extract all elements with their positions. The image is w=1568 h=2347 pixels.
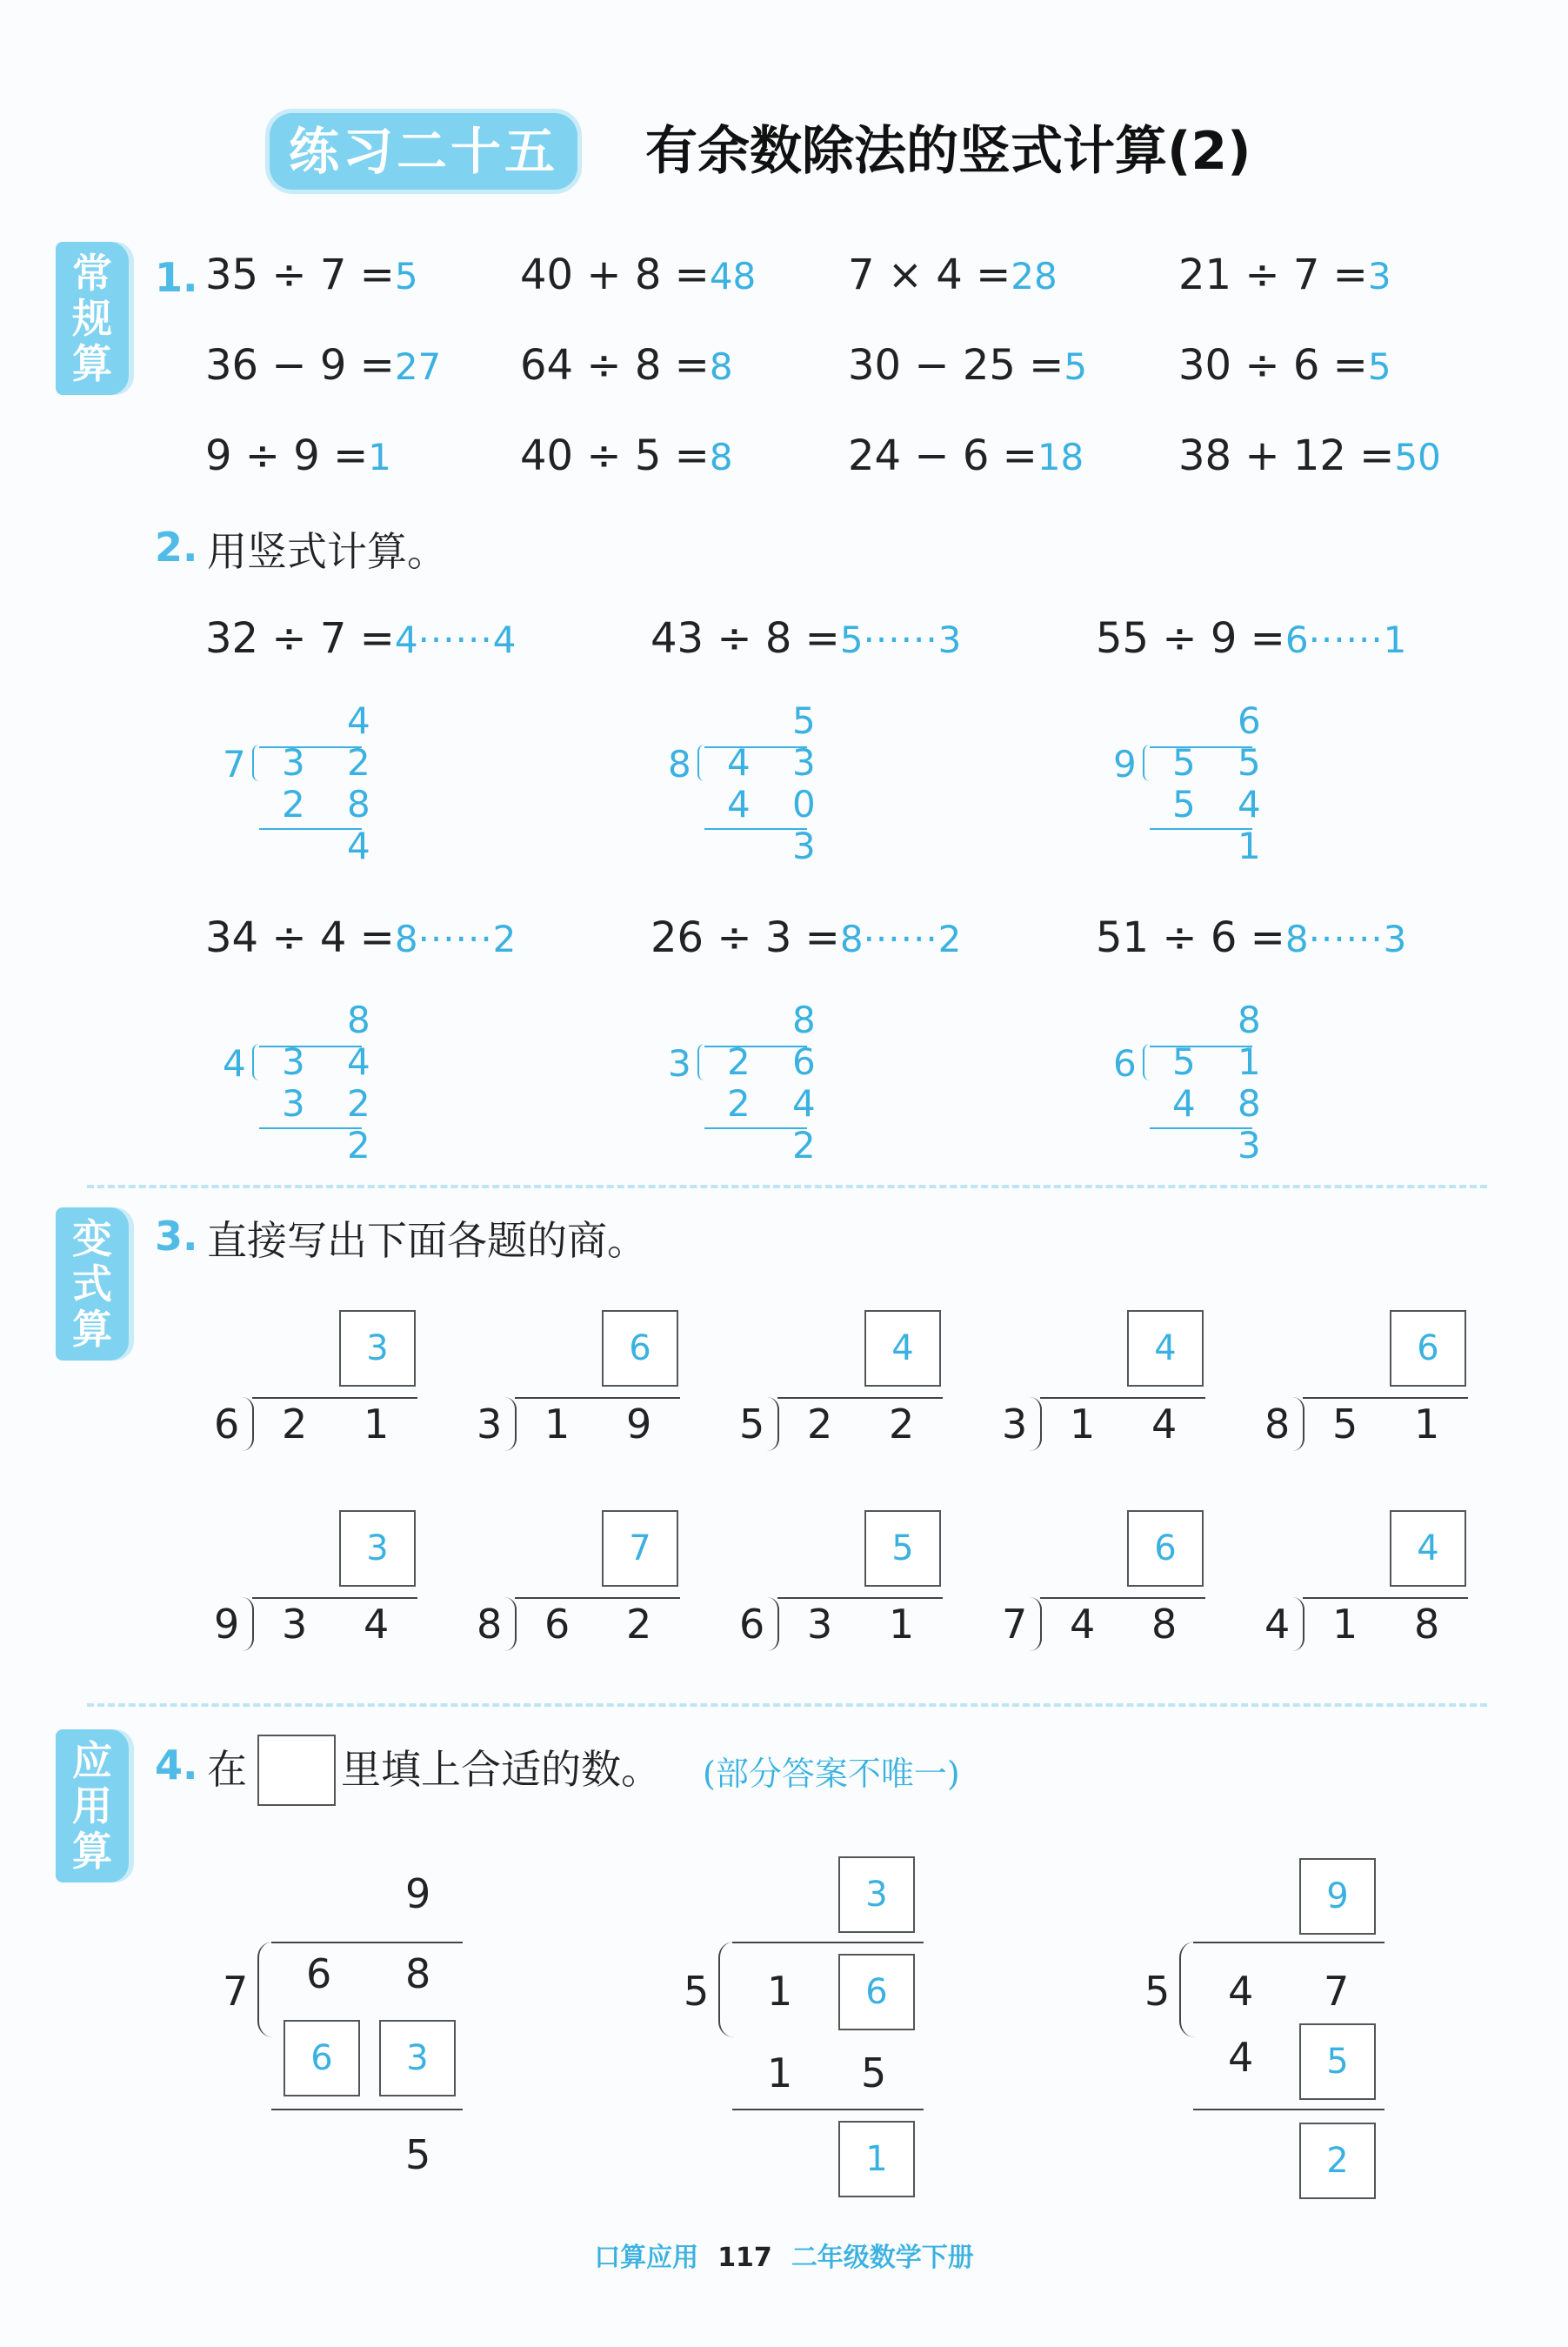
fill-box: 5: [1299, 2023, 1376, 2100]
equation-text: 9 ÷ 9 =: [205, 431, 369, 480]
divisor-digit: 3: [477, 1401, 503, 1448]
fill-box: 6: [838, 1954, 915, 2030]
quotient-box: 6: [1390, 1310, 1466, 1387]
remainder-digit: 2: [347, 1124, 370, 1167]
dividend-digit: 8: [405, 1950, 431, 1997]
question-number-1: 1.: [155, 254, 198, 301]
remainder-digit: 3: [1238, 1124, 1261, 1167]
divisor-digit: 3: [1002, 1401, 1028, 1448]
subtraction-line: [1193, 2109, 1385, 2110]
division-bracket-icon: [1030, 1597, 1042, 1651]
divisor-digit: 6: [214, 1401, 240, 1448]
divisor-digit: 8: [477, 1601, 503, 1648]
equation-text: 26 ÷ 3 =: [651, 913, 840, 962]
quotient-box: 9: [1299, 1858, 1376, 1935]
dividend-digit: 6: [306, 1950, 332, 1997]
equation-text: 32 ÷ 7 =: [205, 614, 395, 663]
question-4-text-b: 里填上合适的数。: [341, 1746, 661, 1793]
equation-text: 43 ÷ 8 =: [651, 614, 840, 663]
equation-item: [520, 341, 733, 390]
divisor-digit: 7: [223, 1968, 249, 2015]
division-bar: [777, 1397, 943, 1399]
dividend-digit: 3: [282, 1601, 308, 1648]
product-digit: 2: [282, 783, 305, 826]
product-digit: 2: [347, 1082, 370, 1125]
equation-item: [1178, 431, 1441, 480]
remainder-answer: 3: [937, 619, 962, 661]
dividend-digit: 8: [1414, 1601, 1440, 1648]
vertical-divisor: 7: [223, 743, 246, 786]
division-bar: [515, 1397, 680, 1399]
division-bracket-icon: [252, 1044, 263, 1080]
product-digit: 4: [727, 783, 751, 826]
division-bar: [1303, 1397, 1468, 1399]
division-bracket-icon: [504, 1397, 517, 1451]
vertical-quotient: 5: [792, 699, 816, 742]
section-divider: [87, 1185, 1487, 1188]
dividend-digit: 6: [792, 1040, 816, 1083]
dividend-digit: 2: [807, 1401, 833, 1448]
vertical-quotient: 4: [347, 699, 370, 742]
answer-text: 48: [709, 255, 757, 298]
equation-text: 36 − 9 =: [205, 341, 395, 390]
quotient-box: 6: [1127, 1510, 1204, 1587]
division-bar: [1303, 1597, 1468, 1599]
answer-text: 27: [394, 345, 442, 388]
equation-text: 30 − 25 =: [848, 341, 1064, 390]
quotient-box: 4: [1390, 1510, 1466, 1587]
divisor-digit: 5: [684, 1968, 710, 2015]
dividend-digit: 3: [282, 741, 305, 784]
division-bar: [515, 1597, 680, 1599]
quotient-answer: 8: [1284, 918, 1309, 960]
division-bracket-icon: [1143, 1044, 1153, 1080]
division-bracket-icon: [252, 745, 263, 781]
equation-text: 34 ÷ 4 =: [205, 913, 395, 962]
question-3-text: 直接写出下面各题的商。: [207, 1217, 647, 1264]
divisor-digit: 5: [1144, 1968, 1171, 2015]
dividend-digit: 2: [626, 1601, 652, 1648]
remainder-dots: ······: [863, 918, 938, 960]
product-digit: 4: [1228, 2034, 1254, 2081]
product-digit: 4: [792, 1082, 816, 1125]
quotient-answer: 4: [394, 619, 418, 661]
dividend-digit: 2: [889, 1401, 915, 1448]
product-digit: 8: [1238, 1082, 1261, 1125]
answer-text: 3: [1367, 255, 1391, 298]
division-bracket-icon: [1179, 1942, 1195, 2037]
answer-text: 5: [394, 255, 418, 298]
subtraction-line: [732, 2109, 924, 2110]
section-tag-variant: 变式算: [56, 1207, 129, 1361]
divisor-digit: 9: [214, 1601, 240, 1648]
equation-item: [205, 341, 441, 390]
vertical-quotient: 8: [792, 999, 816, 1041]
division-bracket-icon: [257, 1942, 273, 2037]
blank-box-icon: [257, 1735, 336, 1806]
remainder-answer: 2: [937, 918, 962, 960]
division-bracket-icon: [242, 1597, 254, 1651]
product-digit: 5: [861, 2049, 887, 2096]
dividend-digit: 1: [364, 1401, 390, 1448]
dividend-digit: 1: [1238, 1040, 1261, 1083]
remainder-digit: 5: [405, 2131, 431, 2178]
quotient-box: 3: [339, 1510, 416, 1587]
answer-text: 18: [1037, 436, 1084, 478]
question-number-2: 2.: [155, 524, 198, 571]
dividend-digit: 1: [1070, 1401, 1096, 1448]
equation-item: [205, 251, 418, 299]
dividend-digit: 4: [364, 1601, 390, 1648]
vertical-quotient: 8: [347, 999, 370, 1041]
remainder-answer: 1: [1383, 619, 1407, 661]
equation-item: [848, 341, 1087, 390]
quotient-box: 4: [864, 1310, 941, 1387]
equation-text: 21 ÷ 7 =: [1178, 251, 1368, 299]
equation-text: 30 ÷ 6 =: [1178, 341, 1368, 390]
remainder-digit: 3: [792, 825, 816, 867]
equation-item: [848, 431, 1084, 480]
divisor-digit: 8: [1264, 1401, 1291, 1448]
fill-box: 6: [284, 2020, 360, 2096]
vertical-divisor: 4: [223, 1042, 246, 1085]
equation-text: 24 − 6 =: [848, 431, 1038, 480]
equation-item: [1096, 913, 1406, 962]
vertical-quotient: 6: [1238, 699, 1261, 742]
product-digit: 8: [347, 783, 370, 826]
product-digit: 0: [792, 783, 816, 826]
equation-text: 38 + 12 =: [1178, 431, 1395, 480]
dividend-digit: 2: [727, 1040, 751, 1083]
division-bracket-icon: [1292, 1397, 1304, 1451]
dividend-digit: 2: [347, 741, 370, 784]
equation-text: 35 ÷ 7 =: [205, 251, 395, 299]
answer-text: 5: [1367, 345, 1391, 388]
equation-text: 51 ÷ 6 =: [1096, 913, 1285, 962]
section-tag-applied: 应用算: [56, 1729, 129, 1882]
dividend-digit: 4: [1070, 1601, 1096, 1648]
remainder-dots: ······: [417, 918, 493, 960]
dividend-digit: 1: [1332, 1601, 1358, 1648]
divisor-digit: 6: [739, 1601, 765, 1648]
equation-item: [520, 431, 733, 480]
page-number: 117: [717, 2243, 772, 2273]
divisor-digit: 5: [739, 1401, 765, 1448]
division-bracket-icon: [697, 1044, 708, 1080]
remainder-box: 2: [1299, 2123, 1376, 2199]
equation-item: [520, 251, 756, 299]
division-bracket-icon: [697, 745, 708, 781]
product-digit: 5: [1172, 783, 1196, 826]
product-digit: 1: [767, 2049, 793, 2096]
division-bracket-icon: [718, 1942, 734, 2037]
division-bracket-icon: [504, 1597, 517, 1651]
dividend-digit: 5: [1238, 741, 1261, 784]
footer-grade: 二年级数学下册: [791, 2243, 974, 2273]
equation-item: [848, 251, 1058, 299]
dividend-digit: 5: [1332, 1401, 1358, 1448]
equation-item: [1178, 251, 1391, 299]
quotient-box: 3: [838, 1856, 915, 1933]
division-bar: [252, 1397, 417, 1399]
remainder-digit: 4: [347, 825, 370, 867]
division-bracket-icon: [1292, 1597, 1304, 1651]
dividend-digit: 6: [544, 1601, 570, 1648]
remainder-answer: 4: [492, 619, 517, 661]
dividend-digit: 3: [282, 1040, 305, 1083]
equation-item: [1096, 614, 1406, 663]
division-bar: [732, 1942, 924, 1943]
divisor-digit: 4: [1264, 1601, 1291, 1648]
equation-text: 55 ÷ 9 =: [1096, 614, 1285, 663]
answer-text: 8: [709, 345, 733, 388]
division-bracket-icon: [767, 1397, 779, 1451]
answer-text: 8: [709, 436, 733, 478]
division-bar: [1193, 1942, 1385, 1943]
division-bracket-icon: [767, 1597, 779, 1651]
equation-text: 7 × 4 =: [848, 251, 1011, 299]
vertical-divisor: 8: [668, 743, 691, 786]
dividend-digit: 5: [1172, 1040, 1196, 1083]
division-bar: [1040, 1597, 1205, 1599]
division-bracket-icon: [242, 1397, 254, 1451]
equation-text: 40 ÷ 5 =: [520, 431, 710, 480]
dividend-digit: 9: [626, 1401, 652, 1448]
quotient-box: 7: [602, 1510, 678, 1587]
answer-text: 5: [1064, 345, 1088, 388]
quotient-box: 3: [339, 1310, 416, 1387]
remainder-dots: ······: [1308, 918, 1384, 960]
dividend-digit: 4: [1228, 1968, 1254, 2015]
division-bracket-icon: [1030, 1397, 1042, 1451]
quotient-answer: 8: [394, 918, 418, 960]
dividend-digit: 8: [1151, 1601, 1178, 1648]
division-bar: [252, 1597, 417, 1599]
division-bar: [777, 1597, 943, 1599]
section-tag-regular: 常规算: [56, 242, 129, 395]
remainder-dots: ······: [417, 619, 493, 661]
remainder-answer: 3: [1383, 918, 1407, 960]
dividend-digit: 7: [1324, 1968, 1350, 2015]
section-divider: [87, 1703, 1487, 1707]
division-bracket-icon: [1143, 745, 1153, 781]
vertical-divisor: 9: [1113, 743, 1137, 786]
dividend-digit: 3: [792, 741, 816, 784]
remainder-digit: 1: [1238, 825, 1261, 867]
dividend-digit: 2: [282, 1401, 308, 1448]
question-2-text: 用竖式计算。: [207, 528, 447, 575]
footer-book-name: 口算应用: [594, 2243, 699, 2273]
page-footer: [0, 2236, 1568, 2274]
equation-item: [205, 913, 516, 962]
quotient-box: 4: [1127, 1310, 1204, 1387]
dividend-digit: 4: [727, 741, 751, 784]
fill-box: 3: [379, 2020, 456, 2096]
quotient-box: 5: [864, 1510, 941, 1587]
remainder-dots: ······: [863, 619, 938, 661]
question-4-text-a: 在: [207, 1746, 247, 1793]
divisor-digit: 7: [1002, 1601, 1028, 1648]
dividend-digit: 1: [889, 1601, 915, 1648]
dividend-digit: 1: [1414, 1401, 1440, 1448]
page-title: 有余数除法的竖式计算(2): [645, 121, 1251, 182]
remainder-answer: 2: [492, 918, 517, 960]
division-bar: [271, 1942, 463, 1943]
product-digit: 3: [282, 1082, 305, 1125]
division-bar: [1040, 1397, 1205, 1399]
vertical-quotient: 8: [1238, 999, 1261, 1041]
equation-item: [205, 431, 391, 480]
quotient-answer: 8: [839, 918, 864, 960]
product-digit: 4: [1172, 1082, 1196, 1125]
remainder-digit: 2: [792, 1124, 816, 1167]
product-digit: 2: [727, 1082, 751, 1125]
dividend-digit: 1: [544, 1401, 570, 1448]
dividend-digit: 1: [767, 1968, 793, 2015]
question-4-note: (部分答案不唯一): [703, 1755, 960, 1793]
equation-item: [651, 614, 961, 663]
equation-item: [651, 913, 961, 962]
remainder-dots: ······: [1308, 619, 1384, 661]
answer-text: 28: [1011, 255, 1058, 298]
quotient-digit: 9: [405, 1870, 431, 1917]
quotient-answer: 5: [839, 619, 864, 661]
equation-text: 64 ÷ 8 =: [520, 341, 710, 390]
equation-text: 40 + 8 =: [520, 251, 710, 299]
equation-item: [205, 614, 516, 663]
lesson-badge: 练习二十五: [270, 113, 577, 190]
dividend-digit: 5: [1172, 741, 1196, 784]
dividend-digit: 3: [807, 1601, 833, 1648]
answer-text: 1: [368, 436, 392, 478]
product-digit: 4: [1238, 783, 1261, 826]
dividend-digit: 4: [1151, 1401, 1178, 1448]
question-number-4: 4.: [155, 1742, 198, 1789]
vertical-divisor: 6: [1113, 1042, 1137, 1085]
vertical-divisor: 3: [668, 1042, 691, 1085]
answer-text: 50: [1394, 436, 1441, 478]
question-number-3: 3.: [155, 1213, 198, 1260]
quotient-answer: 6: [1284, 619, 1309, 661]
dividend-digit: 4: [347, 1040, 370, 1083]
equation-item: [1178, 341, 1391, 390]
subtraction-line: [271, 2109, 463, 2110]
remainder-box: 1: [838, 2121, 915, 2197]
quotient-box: 6: [602, 1310, 678, 1387]
